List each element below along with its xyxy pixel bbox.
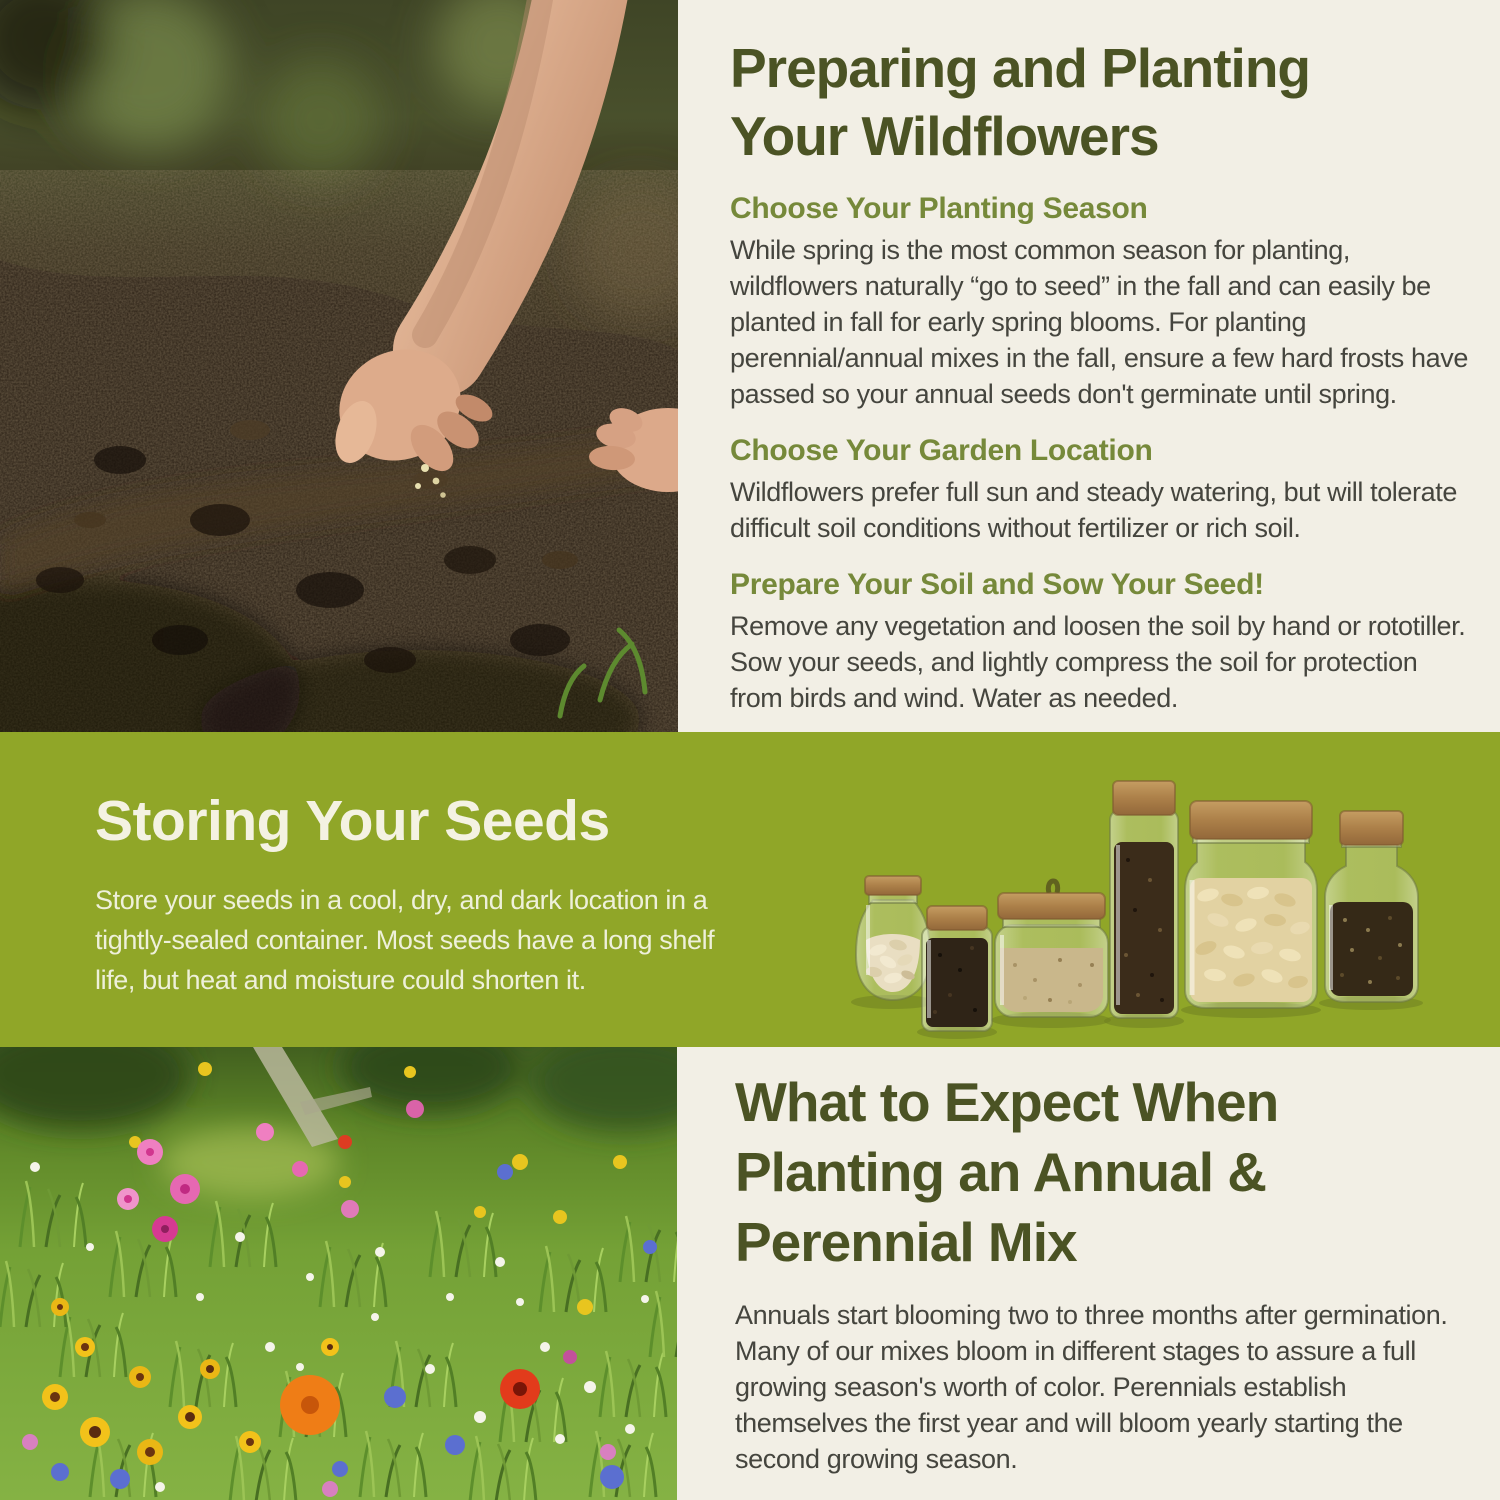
- jar-sandy-seeds: [995, 881, 1108, 1017]
- section-heading: Prepare Your Soil and Sow Your Seed!: [730, 568, 1264, 601]
- section-body: While spring is the most common season for planting, wildflowers naturally “go to seed” in the fall and can easily be planted in fall for early spring blooms. For planting perennial/annual mixes in the fall, ensure a few hard frosts have passed so your annual seeds don't germinate until spring.: [730, 235, 1468, 409]
- jar-tall-tube: [1110, 781, 1178, 1018]
- section-garden-location: [730, 434, 1472, 546]
- page-title-line1: Preparing and Planting: [730, 37, 1311, 99]
- expect-title-line2: Planting an Annual &: [735, 1141, 1267, 1203]
- seed-jars-photo: [850, 770, 1430, 1060]
- section-prepare-soil: [730, 568, 1472, 716]
- section-heading: Choose Your Planting Season: [730, 192, 1148, 225]
- page-title-line2: Your Wildflowers: [730, 105, 1159, 167]
- jar-white-beans: [856, 876, 930, 1000]
- jar-dark-seeds: [922, 906, 992, 1031]
- band-body: Store your seeds in a cool, dry, and dark location in a tightly-sealed container. Most seeds have a long shelf life, but heat and moisture could shorten it.: [95, 885, 715, 995]
- band-title: Storing Your Seeds: [95, 789, 610, 853]
- section-body: Wildflowers prefer full sun and steady watering, but will tolerate difficult soil conditions without fertilizer or rich soil.: [730, 477, 1457, 543]
- expect-title: [735, 1067, 1472, 1277]
- jar-mixed-seeds: [1325, 811, 1418, 1002]
- page-title: [730, 34, 1472, 170]
- jar-pumpkin-seeds: [1185, 801, 1317, 1008]
- wildflower-meadow-photo: [0, 1047, 677, 1500]
- expect-title-line1: What to Expect When: [735, 1071, 1279, 1133]
- section-planting-season: [730, 192, 1472, 412]
- planting-guide-section: [678, 0, 1500, 732]
- hand-sowing-seeds-photo: [0, 0, 678, 732]
- section-heading: Choose Your Garden Location: [730, 434, 1153, 467]
- expect-title-line3: Perennial Mix: [735, 1211, 1077, 1273]
- section-body: Remove any vegetation and loosen the soil by hand or rototiller. Sow your seeds, and lightly compress the soil for protection from birds and wind. Water as needed.: [730, 611, 1466, 713]
- expect-body: Annuals start blooming two to three months after germination. Many of our mixes bloom in different stages to assure a full growing season's worth of color. Perennials establish themselves the first year and will bloom yearly starting the second growing season.: [735, 1300, 1448, 1474]
- what-to-expect-section: [677, 1047, 1500, 1500]
